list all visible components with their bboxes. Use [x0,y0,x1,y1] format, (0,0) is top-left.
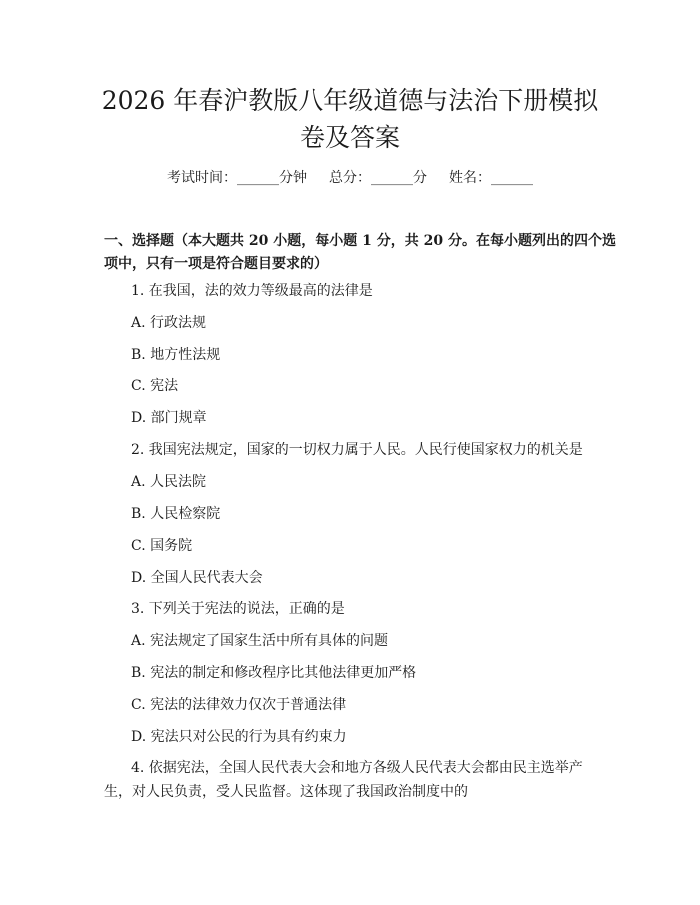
exam-title-line-1: 2026 年春沪教版八年级道德与法治下册模拟 [101,86,599,115]
student-name-field: 姓名：______ [449,170,533,186]
question-1-option-b: B. 地方性法规 [131,347,221,363]
question-3-option-d: D. 宪法只对公民的行为具有约束力 [131,729,347,745]
question-3-option-c: C. 宪法的法律效力仅次于普通法律 [131,697,347,713]
question-3-option-a: A. 宪法规定了国家生活中所有具体的问题 [131,633,389,649]
question-1-option-d: D. 部门规章 [131,410,207,426]
question-1-stem: 1. 在我国，法的效力等级最高的法律是 [131,283,373,299]
exam-title-line-2: 卷及答案 [299,123,400,152]
question-4-stem: 4. 依据宪法，全国人民代表大会和地方各级人民代表大会都由民主选举产生，对人民负责，受人民监督。这体现了我国政治制度中的 [104,760,583,800]
question-2-stem: 2. 我国宪法规定，国家的一切权力属于人民。人民行使国家权力的机关是 [131,442,583,458]
question-1-option-c: C. 宪法 [131,378,179,394]
exam-time-field: 考试时间：______分钟 [167,170,307,186]
question-3-stem: 3. 下列关于宪法的说法，正确的是 [131,601,345,617]
question-3-option-b: B. 宪法的制定和修改程序比其他法律更加严格 [131,665,417,681]
question-1-option-a: A. 行政法规 [131,315,207,331]
question-2-option-a: A. 人民法院 [131,474,207,490]
question-2-option-c: C. 国务院 [131,538,193,554]
question-2-option-b: B. 人民检察院 [131,506,221,522]
total-score-field: 总分：______分 [329,170,427,186]
section-heading: 一、选择题（本大题共 20 小题，每小题 1 分，共 20 分。在每小题列出的四个选项中，只有一项是符合题目要求的） [104,233,616,272]
question-2-option-d: D. 全国人民代表大会 [131,570,263,586]
exam-meta-row [0,168,700,188]
